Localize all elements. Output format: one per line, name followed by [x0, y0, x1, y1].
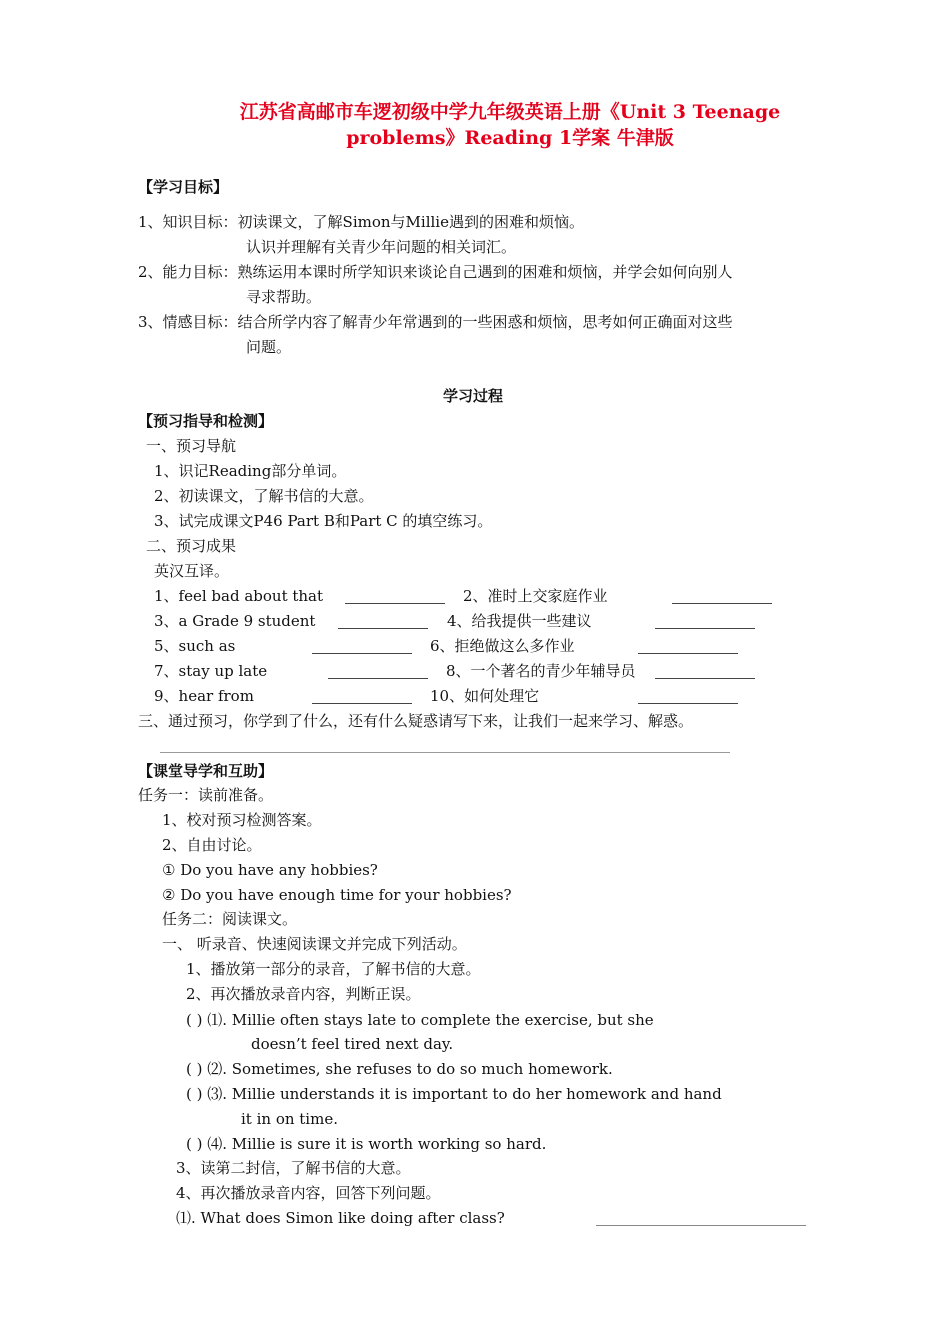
task-1-item: 1、校对预习检测答案。 — [162, 811, 322, 829]
true-false-item-cont: doesn’t feel tired next day. — [251, 1035, 454, 1053]
preview-nav: 一、预习导航 — [146, 437, 237, 455]
translate-item: 8、一个著名的青少年辅导员 — [446, 662, 636, 680]
discussion-question: ② Do you have enough time for your hobbies? — [162, 886, 512, 904]
translate-item: 2、准时上交家庭作业 — [463, 587, 608, 605]
true-false-item: ( ) ⑵. Sometimes, she refuses to do so much homework. — [186, 1060, 613, 1078]
objective-3-cont: 问题。 — [246, 338, 292, 356]
answer-blank[interactable] — [655, 678, 755, 679]
document-title: 江苏省高邮市车逻初级中学九年级英语上册《Unit 3 Teenage problems》Reading 1学案 牛津版 — [239, 101, 781, 149]
translate-item: 7、stay up late — [154, 662, 268, 680]
objectives-heading: 【学习目标】 — [138, 178, 229, 196]
answer-blank[interactable] — [328, 678, 428, 679]
classroom-heading: 【课堂导学和互助】 — [138, 762, 274, 780]
answer-blank[interactable] — [338, 628, 428, 629]
answer-blank[interactable] — [638, 653, 738, 654]
true-false-item: ( ) ⑴. Millie often stays late to complete the exercise, but she — [186, 1011, 654, 1029]
preview-nav-2: 2、初读课文，了解书信的大意。 — [154, 487, 374, 505]
answer-blank[interactable] — [596, 1225, 806, 1226]
task-1: 任务一：读前准备。 — [138, 786, 274, 804]
translate-item: 6、拒绝做这么多作业 — [430, 637, 575, 655]
preview-nav-1: 1、识记Reading部分单词。 — [154, 462, 347, 480]
answer-blank[interactable] — [312, 703, 412, 704]
step-item: 4、再次播放录音内容，回答下列问题。 — [176, 1184, 441, 1202]
objective-1-cont: 认识并理解有关青少年问题的相关词汇。 — [246, 238, 517, 256]
true-false-item: ( ) ⑷. Millie is sure it is worth working so hard. — [186, 1135, 547, 1153]
objective-2: 2、能力目标：熟练运用本课时所学知识来谈论自己遇到的困难和烦恼，并学会如何向别人 — [138, 263, 733, 281]
translate-item: 10、如何处理它 — [430, 687, 540, 705]
answer-blank[interactable] — [345, 603, 445, 604]
answer-blank[interactable] — [655, 628, 755, 629]
preview-result: 二、预习成果 — [146, 537, 237, 555]
translate-instruction: 英汉互译。 — [154, 562, 230, 580]
reflection-prompt: 三、通过预习，你学到了什么，还有什么疑惑请写下来，让我们一起来学习、解惑。 — [138, 712, 694, 730]
preview-nav-3: 3、试完成课文P46 Part B和Part C 的填空练习。 — [154, 512, 493, 530]
answer-question: ⑴. What does Simon like doing after class? — [176, 1209, 505, 1227]
translate-item: 5、such as — [154, 637, 236, 655]
step-item: 1、播放第一部分的录音，了解书信的大意。 — [186, 960, 481, 978]
objective-1: 1、知识目标：初读课文，了解Simon与Millie遇到的困难和烦恼。 — [138, 213, 584, 231]
objective-3: 3、情感目标：结合所学内容了解青少年常遇到的一些困惑和烦恼，思考如何正确面对这些 — [138, 313, 733, 331]
process-heading: 学习过程 — [443, 387, 504, 405]
true-false-item-cont: it in on time. — [241, 1110, 338, 1128]
translate-item: 3、a Grade 9 student — [154, 612, 316, 630]
true-false-item: ( ) ⑶. Millie understands it is important to do her homework and hand — [186, 1085, 722, 1103]
translate-item: 9、hear from — [154, 687, 254, 705]
answer-blank[interactable] — [312, 653, 412, 654]
preview-heading: 【预习指导和检测】 — [138, 412, 274, 430]
step-item: 2、再次播放录音内容，判断正误。 — [186, 985, 421, 1003]
translate-item: 1、feel bad about that — [154, 587, 324, 605]
discussion-question: ① Do you have any hobbies? — [162, 861, 378, 879]
task-1-item: 2、自由讨论。 — [162, 836, 262, 854]
answer-blank[interactable] — [672, 603, 772, 604]
task-2: 任务二：阅读课文。 — [162, 910, 298, 928]
step-item: 3、读第二封信，了解书信的大意。 — [176, 1159, 411, 1177]
answer-blank[interactable] — [638, 703, 738, 704]
step-1: 一、 听录音、快速阅读课文并完成下列活动。 — [162, 935, 467, 953]
objective-2-cont: 寻求帮助。 — [246, 288, 322, 306]
reflection-blank[interactable] — [160, 752, 730, 753]
translate-item: 4、给我提供一些建议 — [447, 612, 592, 630]
